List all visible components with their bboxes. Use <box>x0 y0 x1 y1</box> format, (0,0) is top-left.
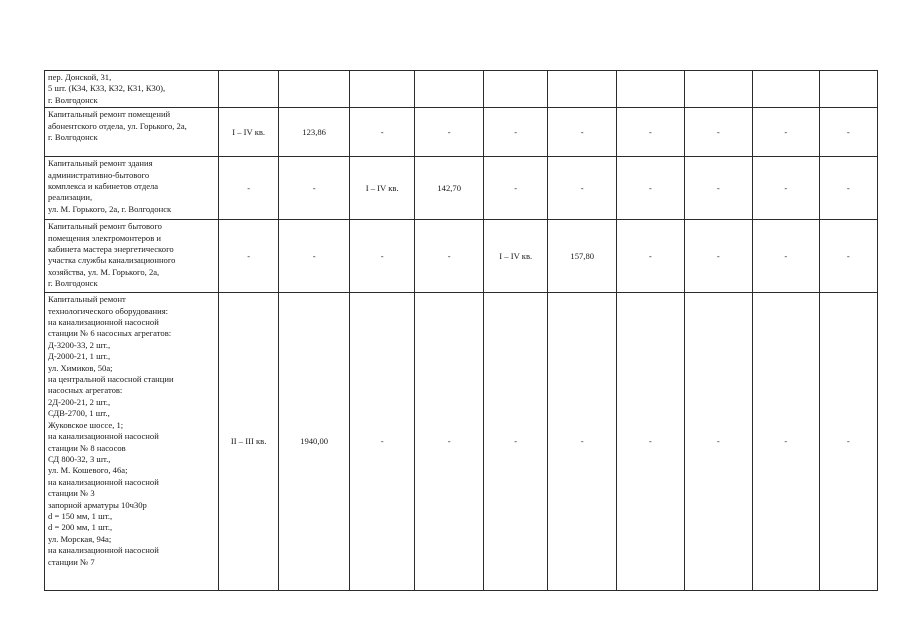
table-cell <box>684 71 753 108</box>
repair-schedule-table <box>44 70 878 591</box>
table-cell: - <box>617 108 685 157</box>
table-cell: - <box>349 293 414 591</box>
table-cell: - <box>684 220 753 293</box>
table-cell: - <box>684 293 753 591</box>
work-description-cell: Капитальный ремонт технологического оборудования: на канализационной насосной станции № 6 насосных агрегатов: Д-3200-33, 2 шт., Д-2000-21, 1 шт., ул. Химиков, 50а; на центральной насосной станции насосных агрегатов: 2Д-200-21, 2 шт., СДВ-2700, 1 шт., Жуковское шоссе, 1; на канализационной насосной станции № 8 насосов СД 800-32, 3 шт., ул. М. Кошевого, 46а; на канализационной насосной станции № 3 запорной арматуры 10ч30р d = 150 мм, 1 шт., d = 200 мм, 1 шт., ул. Морская, 94а; на канализационной насосной станции № 7 <box>45 293 219 591</box>
table-cell: 142,70 <box>415 157 484 220</box>
work-description-cell: пер. Донской, 31, 5 шт. (К34, К33, К32, К31, К30), г. Волгодонск <box>45 71 219 108</box>
table-cell: - <box>483 108 547 157</box>
work-description-cell: Капитальный ремонт бытового помещения электромонтеров и кабинета мастера энергетического участка службы канализационного хозяйства, ул. М. Горького, 2а, г. Волгодонск <box>45 220 219 293</box>
table-cell: - <box>483 293 547 591</box>
table-cell <box>617 71 685 108</box>
table-cell: - <box>415 293 484 591</box>
table-row <box>45 157 878 220</box>
table-cell <box>819 71 877 108</box>
table-cell: - <box>483 157 547 220</box>
table-cell <box>548 71 617 108</box>
table-cell <box>349 71 414 108</box>
table-cell <box>279 71 350 108</box>
table-cell: - <box>279 157 350 220</box>
work-description-cell: Капитальный ремонт здания административно-бытового комплекса и кабинетов отдела реализации, ул. М. Горького, 2а, г. Волгодонск <box>45 157 219 220</box>
table-cell: 123,86 <box>279 108 350 157</box>
table-cell: - <box>349 108 414 157</box>
table-cell: - <box>819 108 877 157</box>
table-cell: - <box>617 293 685 591</box>
table-cell: - <box>617 157 685 220</box>
table-cell: - <box>819 157 877 220</box>
table-cell: - <box>684 157 753 220</box>
table-cell: I – IV кв. <box>483 220 547 293</box>
table-cell: - <box>753 293 820 591</box>
table-cell: 1940,00 <box>279 293 350 591</box>
table-cell <box>753 71 820 108</box>
table-row <box>45 293 878 591</box>
table-cell: - <box>218 220 278 293</box>
table-cell: - <box>218 157 278 220</box>
table-cell: - <box>753 157 820 220</box>
table-cell <box>415 71 484 108</box>
table-cell: - <box>819 220 877 293</box>
table-cell: - <box>279 220 350 293</box>
table-cell: 157,80 <box>548 220 617 293</box>
table-cell: - <box>753 108 820 157</box>
table-cell <box>483 71 547 108</box>
table-cell: - <box>684 108 753 157</box>
table-cell: I – IV кв. <box>218 108 278 157</box>
table-cell: I – IV кв. <box>349 157 414 220</box>
table-cell: - <box>349 220 414 293</box>
table-row <box>45 108 878 157</box>
table-cell: - <box>548 108 617 157</box>
table-row <box>45 71 878 108</box>
table-row <box>45 220 878 293</box>
table-cell: - <box>415 220 484 293</box>
work-description-cell: Капитальный ремонт помещений абонентского отдела, ул. Горького, 2а, г. Волгодонск <box>45 108 219 157</box>
table-cell: - <box>548 157 617 220</box>
table-cell <box>218 71 278 108</box>
table-cell: - <box>819 293 877 591</box>
table-cell: - <box>415 108 484 157</box>
table-cell: - <box>753 220 820 293</box>
table-cell: - <box>617 220 685 293</box>
table-cell: II – III кв. <box>218 293 278 591</box>
table-cell: - <box>548 293 617 591</box>
